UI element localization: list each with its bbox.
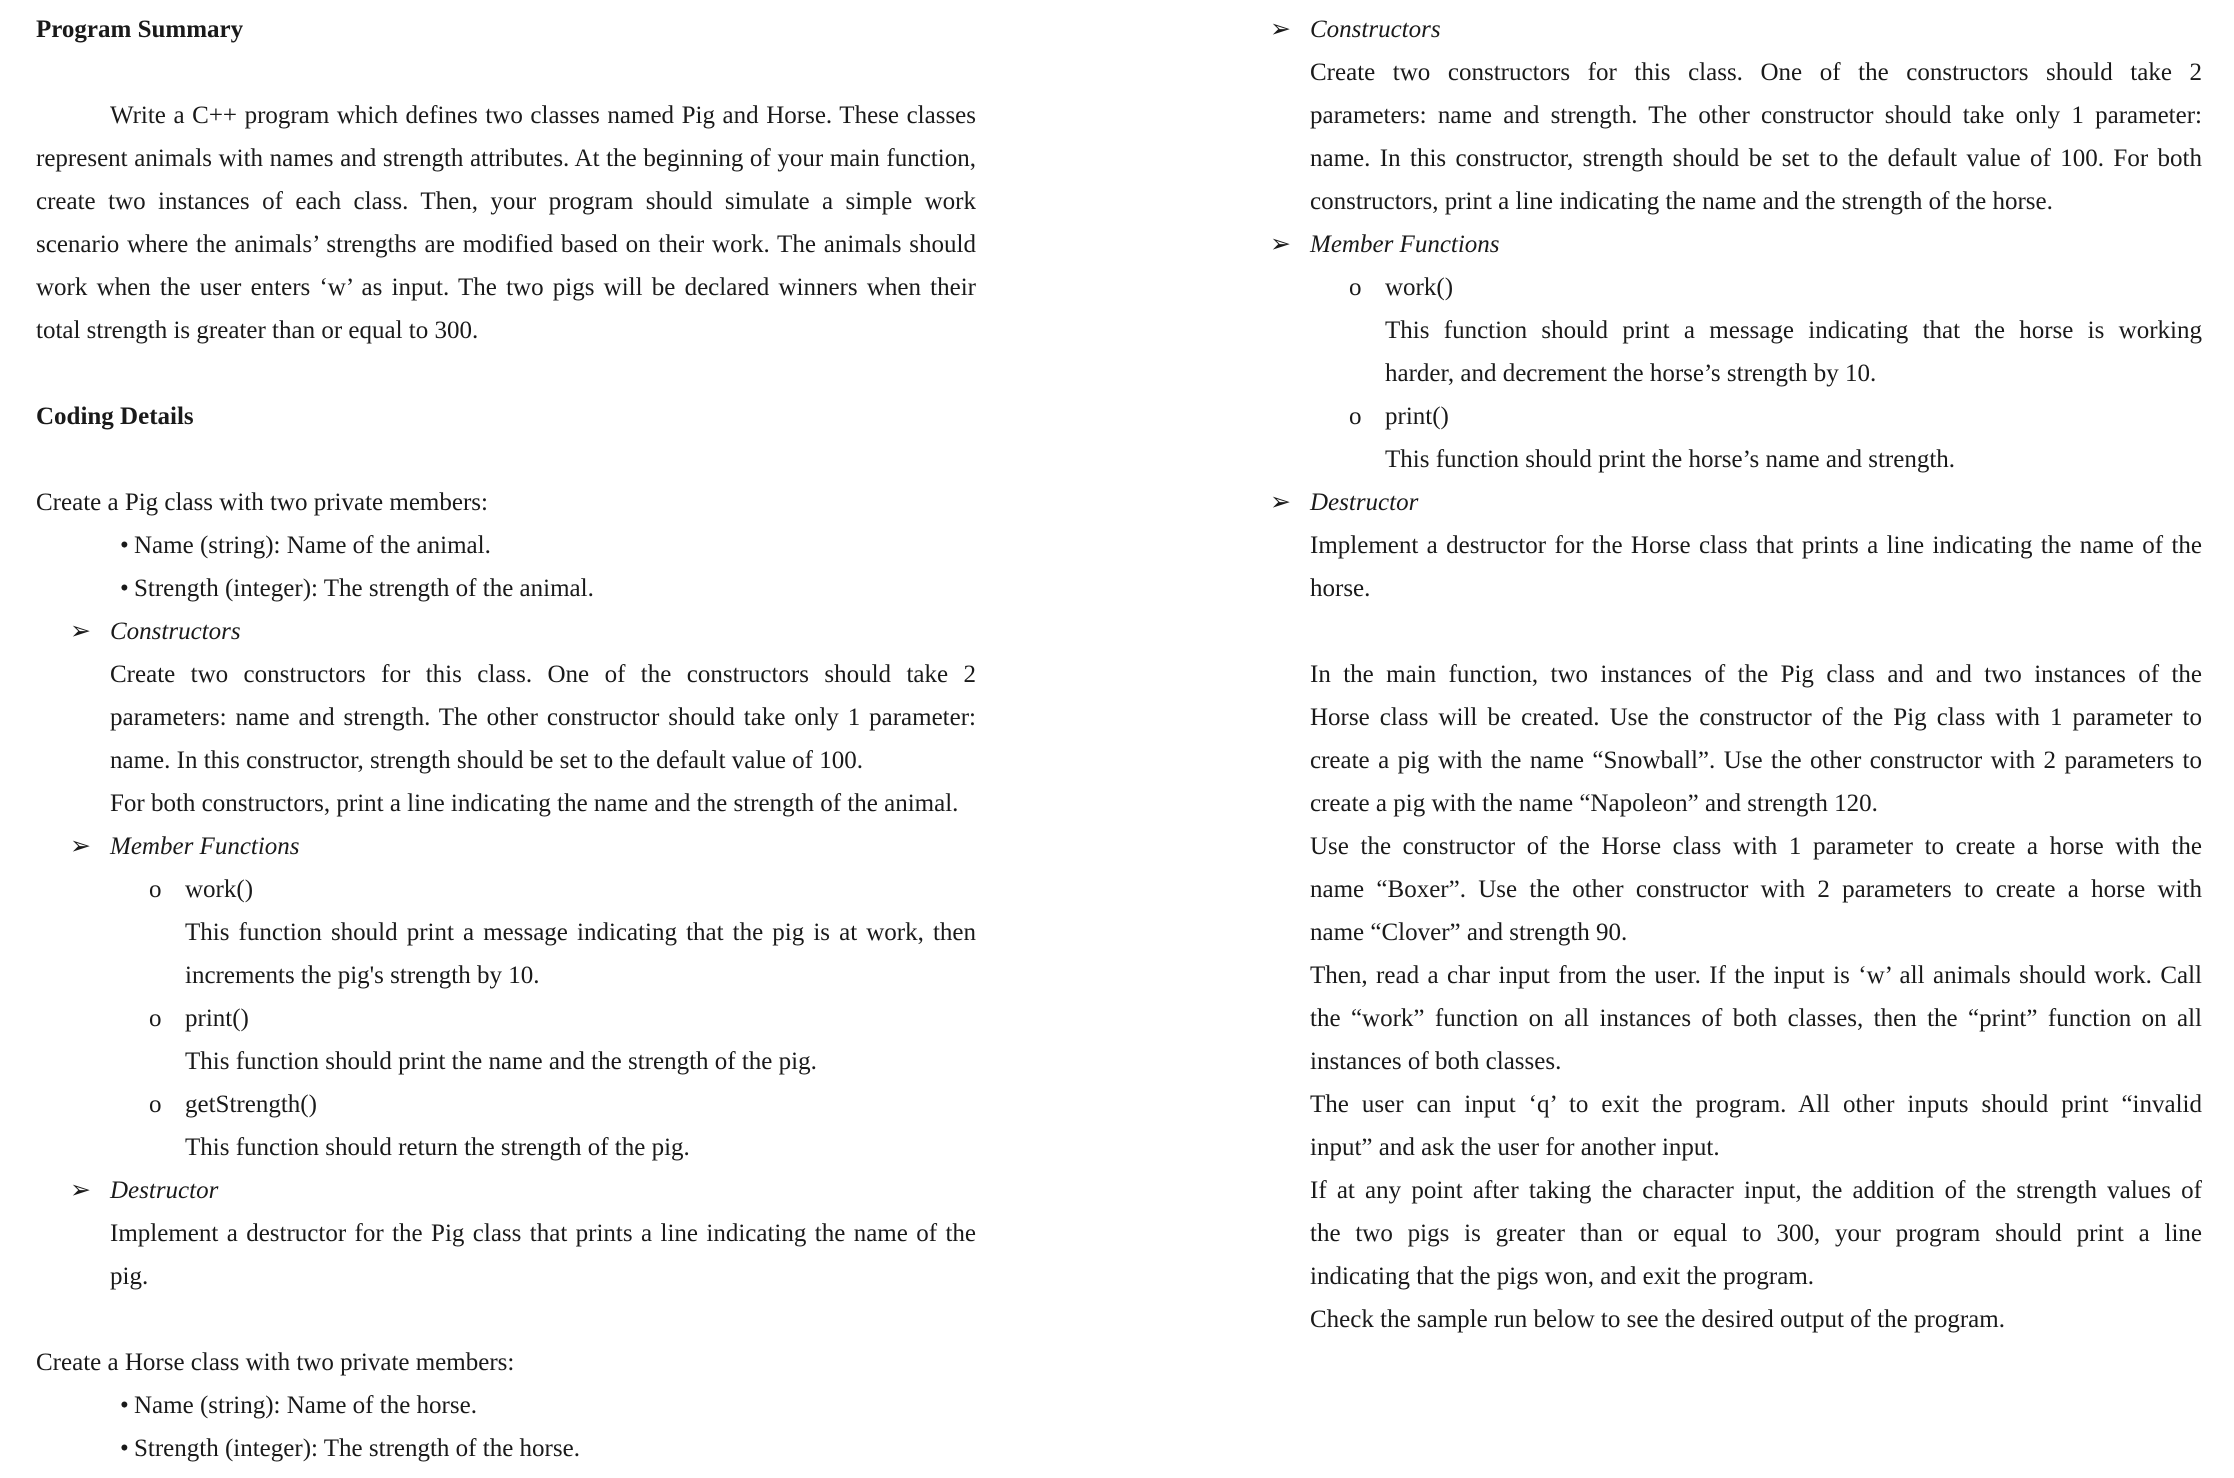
summary-line: total strength is greater than or equal to 300. bbox=[36, 317, 479, 344]
arrow-bullet-icon: ➢ bbox=[1270, 231, 1291, 258]
pig-ctor-line: parameters: name and strength. The other constructor should take only 1 parameter: bbox=[110, 704, 976, 731]
horse-ctor-line: name. In this constructor, strength should be set to the default value of 100. For both bbox=[1310, 145, 2202, 172]
horse-member-text: Name (string): Name of the horse. bbox=[134, 1392, 477, 1419]
coding-details-heading: Coding Details bbox=[36, 403, 194, 430]
pig-destructor-heading bbox=[70, 1169, 976, 1212]
circle-bullet-icon: o bbox=[149, 876, 162, 903]
main-text-line: The user can input ‘q’ to exit the program. All other inputs should print “invalid bbox=[1310, 1091, 2202, 1118]
constructors-heading-text: Constructors bbox=[1310, 16, 1441, 43]
horse-member-functions-heading bbox=[1270, 223, 2202, 266]
main-text-line: create a pig with the name “Snowball”. Use the other constructor with 2 parameters to bbox=[1310, 747, 2202, 774]
program-summary-heading: Program Summary bbox=[36, 16, 244, 43]
pig-class-intro: Create a Pig class with two private members: bbox=[36, 489, 488, 516]
pig-work-desc: increments the pig's strength by 10. bbox=[185, 962, 540, 989]
pig-work-function bbox=[149, 868, 976, 911]
pig-member-functions-heading bbox=[70, 825, 976, 868]
arrow-bullet-icon: ➢ bbox=[1270, 16, 1291, 43]
arrow-bullet-icon: ➢ bbox=[70, 618, 91, 645]
pig-ctor-line: name. In this constructor, strength should be set to the default value of 100. bbox=[110, 747, 863, 774]
function-name: getStrength() bbox=[185, 1091, 317, 1118]
summary-line: work when the user enters ‘w’ as input. The two pigs will be declared winners when their bbox=[36, 274, 976, 301]
main-text-line: create a pig with the name “Napoleon” and strength 120. bbox=[1310, 790, 1878, 817]
circle-bullet-icon: o bbox=[149, 1005, 162, 1032]
arrow-bullet-icon: ➢ bbox=[70, 833, 91, 860]
main-text-line: Check the sample run below to see the desired output of the program. bbox=[1310, 1306, 2005, 1333]
horse-print-desc: This function should print the horse’s name and strength. bbox=[1385, 446, 1956, 473]
main-text-line: instances of both classes. bbox=[1310, 1048, 1562, 1075]
main-text-line: name “Clover” and strength 90. bbox=[1310, 919, 1628, 946]
pig-getstrength-function bbox=[149, 1083, 976, 1126]
horse-dtor-line: horse. bbox=[1310, 575, 1371, 602]
pig-ctor-line: Create two constructors for this class. One of the constructors should take 2 bbox=[110, 661, 976, 688]
summary-line: create two instances of each class. Then, your program should simulate a simple work bbox=[36, 188, 976, 215]
pig-member-text: Strength (integer): The strength of the animal. bbox=[134, 575, 594, 602]
horse-class-intro: Create a Horse class with two private members: bbox=[36, 1349, 515, 1376]
arrow-bullet-icon: ➢ bbox=[1270, 489, 1291, 516]
horse-dtor-line: Implement a destructor for the Horse class that prints a line indicating the name of the bbox=[1310, 532, 2202, 559]
function-name: work() bbox=[1385, 274, 1454, 301]
member-functions-heading-text: Member Functions bbox=[1310, 231, 1500, 258]
function-name: work() bbox=[185, 876, 254, 903]
pig-dtor-line: pig. bbox=[110, 1263, 149, 1290]
bullet-icon: • bbox=[120, 1435, 129, 1462]
arrow-bullet-icon: ➢ bbox=[70, 1177, 91, 1204]
horse-ctor-line: parameters: name and strength. The other constructor should take only 1 parameter: bbox=[1310, 102, 2202, 129]
circle-bullet-icon: o bbox=[1349, 403, 1362, 430]
pig-member-item bbox=[120, 567, 976, 610]
horse-ctor-line: constructors, print a line indicating the name and the strength of the horse. bbox=[1310, 188, 2053, 215]
horse-work-function bbox=[1349, 266, 2202, 309]
bullet-icon: • bbox=[120, 575, 129, 602]
pig-print-desc: This function should print the name and the strength of the pig. bbox=[185, 1048, 817, 1075]
pig-work-desc: This function should print a message indicating that the pig is at work, then bbox=[185, 919, 976, 946]
horse-print-function bbox=[1349, 395, 2202, 438]
horse-ctor-line: Create two constructors for this class. One of the constructors should take 2 bbox=[1310, 59, 2202, 86]
horse-member-text: Strength (integer): The strength of the horse. bbox=[134, 1435, 580, 1462]
summary-line: scenario where the animals’ strengths are modified based on their work. The animals should bbox=[36, 231, 976, 258]
pig-print-function bbox=[149, 997, 976, 1040]
destructor-heading-text: Destructor bbox=[110, 1177, 219, 1204]
function-name: print() bbox=[185, 1005, 249, 1032]
pig-getstrength-desc: This function should return the strength of the pig. bbox=[185, 1134, 690, 1161]
bullet-icon: • bbox=[120, 1392, 129, 1419]
function-name: print() bbox=[1385, 403, 1449, 430]
horse-constructors-heading bbox=[1270, 8, 2202, 51]
main-text-line: In the main function, two instances of the Pig class and and two instances of the bbox=[1310, 661, 2202, 688]
main-text-line: indicating that the pigs won, and exit the program. bbox=[1310, 1263, 1815, 1290]
circle-bullet-icon: o bbox=[149, 1091, 162, 1118]
member-functions-heading-text: Member Functions bbox=[110, 833, 300, 860]
main-text-line: If at any point after taking the character input, the addition of the strength values of bbox=[1310, 1177, 2202, 1204]
summary-line: represent animals with names and strength attributes. At the beginning of your main function, bbox=[36, 145, 976, 172]
main-text-line: input” and ask the user for another input. bbox=[1310, 1134, 1720, 1161]
main-text-line: the “work” function on all instances of both classes, then the “print” function on all bbox=[1310, 1005, 2202, 1032]
horse-work-desc: harder, and decrement the horse’s strength by 10. bbox=[1385, 360, 1877, 387]
main-text-line: the two pigs is greater than or equal to 300, your program should print a line bbox=[1310, 1220, 2202, 1247]
destructor-heading-text: Destructor bbox=[1310, 489, 1419, 516]
pig-ctor-line: For both constructors, print a line indicating the name and the strength of the animal. bbox=[110, 790, 959, 817]
main-text-line: Use the constructor of the Horse class with 1 parameter to create a horse with the bbox=[1310, 833, 2202, 860]
circle-bullet-icon: o bbox=[1349, 274, 1362, 301]
summary-line: Write a C++ program which defines two classes named Pig and Horse. These classes bbox=[110, 102, 976, 129]
horse-member-item bbox=[120, 1384, 976, 1427]
main-text-line: Horse class will be created. Use the constructor of the Pig class with 1 parameter to bbox=[1310, 704, 2202, 731]
main-text-line: Then, read a char input from the user. If the input is ‘w’ all animals should work. Call bbox=[1310, 962, 2202, 989]
horse-destructor-heading bbox=[1270, 481, 2202, 524]
pig-dtor-line: Implement a destructor for the Pig class that prints a line indicating the name of the bbox=[110, 1220, 976, 1247]
bullet-icon: • bbox=[120, 532, 129, 559]
pig-member-text: Name (string): Name of the animal. bbox=[134, 532, 491, 559]
main-text-line: name “Boxer”. Use the other constructor with 2 parameters to create a horse with bbox=[1310, 876, 2202, 903]
pig-member-item bbox=[120, 524, 976, 567]
constructors-heading-text: Constructors bbox=[110, 618, 241, 645]
horse-work-desc: This function should print a message indicating that the horse is working bbox=[1385, 317, 2202, 344]
pig-constructors-heading bbox=[70, 610, 976, 653]
horse-member-item bbox=[120, 1427, 976, 1470]
